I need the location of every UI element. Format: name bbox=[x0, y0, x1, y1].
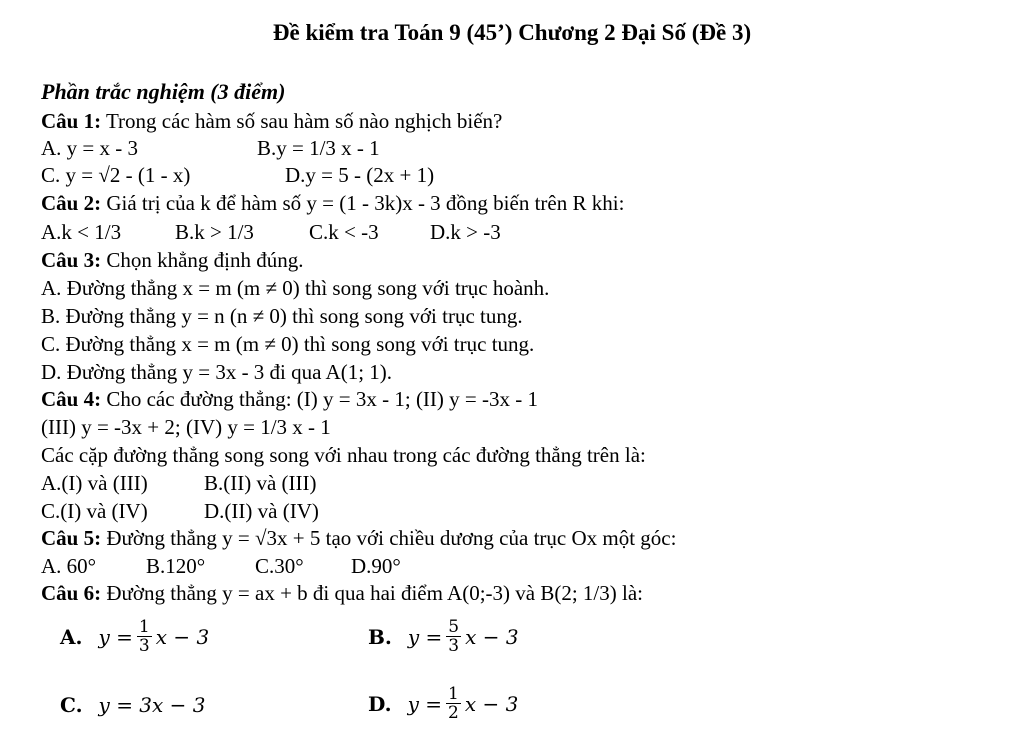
question-4-option-b: B.(II) và (III) bbox=[204, 471, 317, 495]
section-heading: Phần trắc nghiệm (3 điểm) bbox=[41, 79, 286, 104]
question-2 bbox=[41, 189, 624, 217]
question-2-option-c: C.k < -3 bbox=[309, 220, 379, 244]
option-d-rhs: x − 3 bbox=[464, 691, 519, 716]
fraction-denominator: 3 bbox=[138, 636, 150, 656]
option-a-lhs: y = bbox=[98, 624, 133, 649]
fraction-numerator: 1 bbox=[138, 617, 150, 637]
question-5-option-b: B.120° bbox=[146, 554, 206, 578]
question-5-option-a: A. 60° bbox=[41, 554, 97, 578]
question-4-option-c: C.(I) và (IV) bbox=[41, 499, 148, 523]
option-d-lhs: y = bbox=[407, 691, 443, 716]
option-b-rhs: x − 3 bbox=[465, 624, 519, 649]
question-6-option-a bbox=[60, 618, 209, 655]
question-3-text: Chọn khẳng định đúng. bbox=[101, 248, 304, 272]
question-2-text: Giá trị của k để hàm số y = (1 - 3k)x - 3 đồng biến trên R khi: bbox=[101, 191, 625, 215]
question-6-option-b bbox=[368, 618, 519, 655]
fraction bbox=[446, 618, 461, 655]
option-b-lhs: y = bbox=[407, 624, 443, 649]
option-c-expression: y = 3x − 3 bbox=[98, 693, 206, 717]
question-5-option-d: D.90° bbox=[351, 554, 401, 578]
question-1-option-a: A. y = x - 3 bbox=[41, 136, 139, 160]
question-1-text: Trong các hàm số sau hàm số nào nghịch biến? bbox=[101, 109, 503, 133]
question-3-option-a: A. Đường thẳng x = m (m ≠ 0) thì song song với trục hoành. bbox=[41, 276, 550, 300]
question-6-text: Đường thẳng y = ax + b đi qua hai điểm A(0;-3) và B(2; 1/3) là: bbox=[101, 581, 644, 605]
question-1 bbox=[41, 107, 502, 135]
fraction-numerator: 5 bbox=[448, 617, 460, 637]
fraction-numerator: 1 bbox=[448, 684, 459, 704]
fraction-denominator: 3 bbox=[448, 636, 460, 656]
fraction-denominator: 2 bbox=[448, 703, 459, 723]
page-title: Đề kiểm tra Toán 9 (45’) Chương 2 Đại Số (Đề 3) bbox=[272, 20, 752, 45]
question-4-line-2: (III) y = -3x + 2; (IV) y = 1/3 x - 1 bbox=[41, 415, 331, 439]
question-5 bbox=[41, 524, 676, 552]
option-a-rhs: x − 3 bbox=[155, 624, 210, 649]
question-3-option-b: B. Đường thẳng y = n (n ≠ 0) thì song song với trục tung. bbox=[41, 304, 523, 328]
question-4-text: Cho các đường thẳng: (I) y = 3x - 1; (II) y = -3x - 1 bbox=[101, 387, 538, 411]
question-6-option-b-label: B. bbox=[368, 624, 392, 649]
question-4 bbox=[41, 385, 538, 413]
question-2-option-a: A.k < 1/3 bbox=[41, 220, 122, 244]
question-3-label: Câu 3: bbox=[41, 248, 102, 272]
question-6 bbox=[41, 579, 643, 607]
question-1-label: Câu 1: bbox=[41, 109, 102, 133]
question-1-option-c: C. y = √2 - (1 - x) bbox=[41, 163, 191, 187]
question-3-option-d: D. Đường thẳng y = 3x - 3 đi qua A(1; 1). bbox=[41, 360, 393, 384]
fraction bbox=[137, 618, 152, 655]
fraction bbox=[446, 685, 461, 722]
question-1-option-b: B.y = 1/3 x - 1 bbox=[257, 136, 380, 160]
question-3-option-c: C. Đường thẳng x = m (m ≠ 0) thì song song với trục tung. bbox=[41, 332, 535, 356]
question-4-option-a: A.(I) và (III) bbox=[41, 471, 148, 495]
question-2-label: Câu 2: bbox=[41, 191, 102, 215]
question-4-line-3: Các cặp đường thẳng song song với nhau trong các đường thẳng trên là: bbox=[41, 443, 646, 467]
question-5-option-c: C.30° bbox=[255, 554, 304, 578]
question-6-option-c-label: C. bbox=[60, 693, 83, 717]
question-6-option-a-label: A. bbox=[60, 624, 83, 649]
question-6-label: Câu 6: bbox=[41, 581, 102, 605]
question-4-label: Câu 4: bbox=[41, 387, 102, 411]
question-6-option-d bbox=[368, 685, 518, 722]
question-3 bbox=[41, 246, 304, 274]
question-2-option-d: D.k > -3 bbox=[430, 220, 501, 244]
question-6-option-d-label: D. bbox=[368, 691, 392, 716]
question-6-option-c bbox=[60, 693, 206, 717]
question-5-text: Đường thẳng y = √3x + 5 tạo với chiều dương của trục Ox một góc: bbox=[101, 526, 677, 550]
question-4-option-d: D.(II) và (IV) bbox=[204, 499, 319, 523]
question-5-label: Câu 5: bbox=[41, 526, 102, 550]
question-1-option-d: D.y = 5 - (2x + 1) bbox=[285, 163, 435, 187]
question-2-option-b: B.k > 1/3 bbox=[175, 220, 254, 244]
